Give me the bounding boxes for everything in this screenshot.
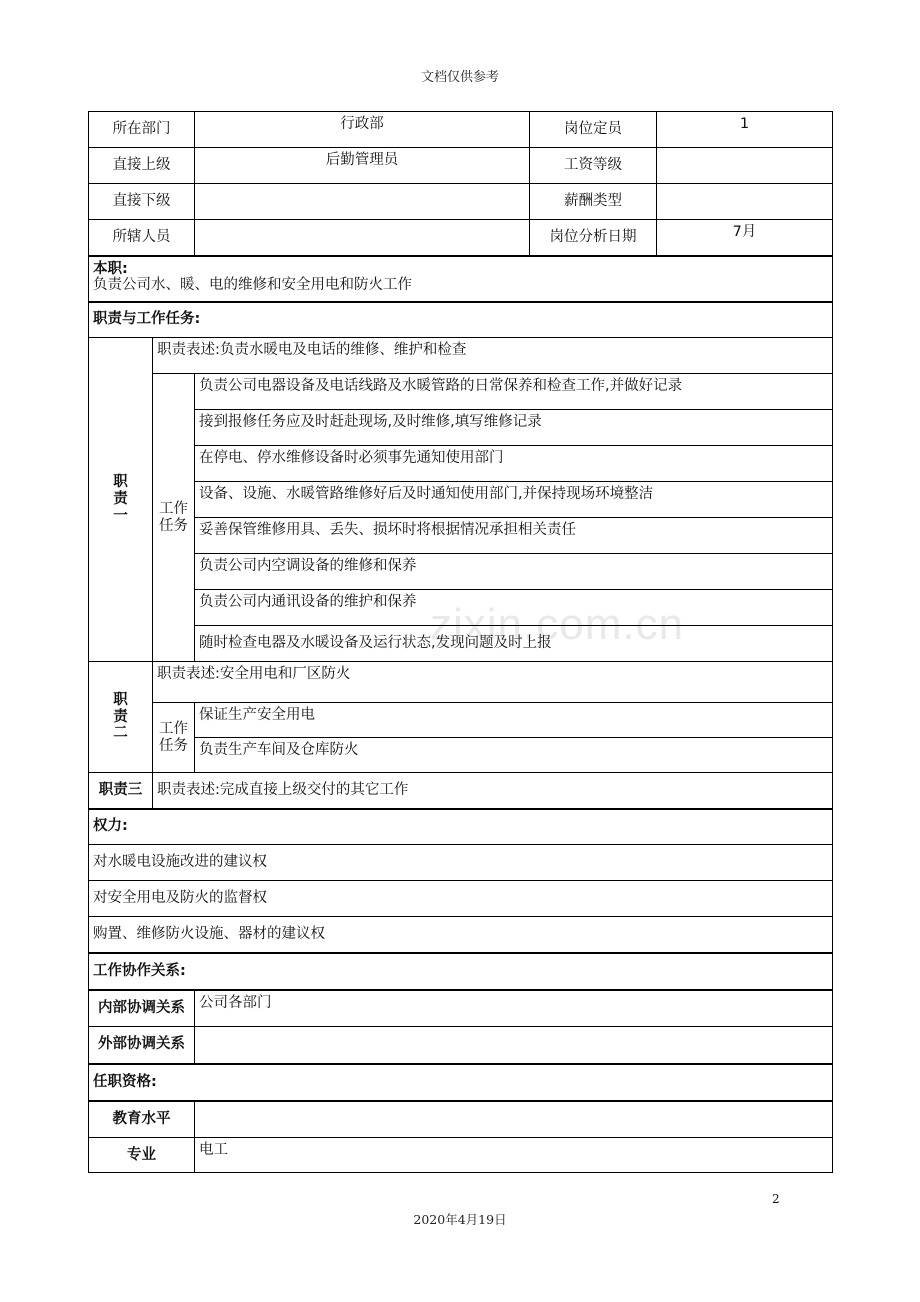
staff-value — [195, 220, 530, 256]
education-label: 教育水平 — [89, 1101, 195, 1138]
duty2-tasks-label: 工作 任务 — [153, 703, 195, 773]
duty2-task: 负责生产车间及仓库防火 — [195, 738, 833, 773]
subordinate-label: 直接下级 — [89, 184, 195, 220]
authority-item: 购置、维修防火设施、器材的建议权 — [89, 917, 833, 953]
duty2-label: 职 责 二 — [89, 662, 153, 773]
duty3-statement: 职责表述:完成直接上级交付的其它工作 — [153, 773, 833, 809]
watermark: zixin.com.cn — [430, 600, 685, 649]
analysis-date-label: 岗位分析日期 — [530, 220, 657, 256]
major-value: 电工 — [195, 1138, 833, 1173]
page-number: 2 — [772, 1192, 780, 1206]
education-value — [195, 1101, 833, 1138]
duty1-task: 妥善保管维修用具、丢失、损坏时将根据情况承担相关责任 — [195, 518, 833, 554]
analysis-date-value: 7月 — [657, 220, 833, 256]
internal-coordination-value: 公司各部门 — [195, 990, 833, 1027]
staff-label: 所辖人员 — [89, 220, 195, 256]
duty1-task: 设备、设施、水暖管路维修好后及时通知使用部门,并保持现场环境整洁 — [195, 482, 833, 518]
duty2-statement: 职责表述:安全用电和厂区防火 — [153, 662, 833, 703]
authority-item: 对安全用电及防火的监督权 — [89, 881, 833, 917]
superior-value: 后勤管理员 — [195, 148, 530, 184]
duty1-task: 接到报修任务应及时赶赴现场,及时维修,填写维修记录 — [195, 410, 833, 446]
external-coordination-label: 外部协调关系 — [89, 1027, 195, 1064]
major-label: 专业 — [89, 1138, 195, 1173]
role-text: 负责公司水、暖、电的维修和安全用电和防火工作 — [93, 277, 412, 294]
duty2-task: 保证生产安全用电 — [195, 703, 833, 738]
pay-grade-label: 工资等级 — [530, 148, 657, 184]
headcount-label: 岗位定员 — [530, 112, 657, 148]
authority-item: 对水暖电设施改进的建议权 — [89, 845, 833, 881]
authority-heading: 权力: — [89, 809, 833, 845]
duty1-task: 随时检查电器及水暖设备及运行状态,发现问题及时上报 — [195, 626, 833, 662]
job-description-table — [88, 111, 833, 1173]
role-section — [89, 256, 833, 302]
role-label: 本职: — [93, 260, 128, 277]
duty1-task: 负责公司内空调设备的维修和保养 — [195, 554, 833, 590]
subordinate-value — [195, 184, 530, 220]
dept-value: 行政部 — [195, 112, 530, 148]
duty1-task: 在停电、停水维修设备时必须事先通知使用部门 — [195, 446, 833, 482]
internal-coordination-label: 内部协调关系 — [89, 990, 195, 1027]
external-coordination-value — [195, 1027, 833, 1064]
salary-type-value — [657, 184, 833, 220]
cooperation-heading: 工作协作关系: — [89, 953, 833, 990]
footer-date: 2020年4月19日 — [413, 1212, 507, 1227]
duty1-label: 职 责 一 — [89, 338, 153, 662]
duty1-statement: 职责表述:负责水暖电及电话的维修、维护和检查 — [153, 338, 833, 374]
duties-heading: 职责与工作任务: — [89, 302, 833, 338]
headcount-value: 1 — [657, 112, 833, 148]
duty3-label: 职责三 — [89, 773, 153, 809]
duty1-tasks-label: 工作 任务 — [153, 374, 195, 662]
pay-grade-value — [657, 148, 833, 184]
duty1-task: 负责公司内通讯设备的维护和保养 — [195, 590, 833, 626]
duty1-task: 负责公司电器设备及电话线路及水暖管路的日常保养和检查工作,并做好记录 — [195, 374, 833, 410]
dept-label: 所在部门 — [89, 112, 195, 148]
header-note: 文档仅供参考 — [420, 70, 499, 85]
qualification-heading: 任职资格: — [89, 1064, 833, 1101]
superior-label: 直接上级 — [89, 148, 195, 184]
salary-type-label: 薪酬类型 — [530, 184, 657, 220]
